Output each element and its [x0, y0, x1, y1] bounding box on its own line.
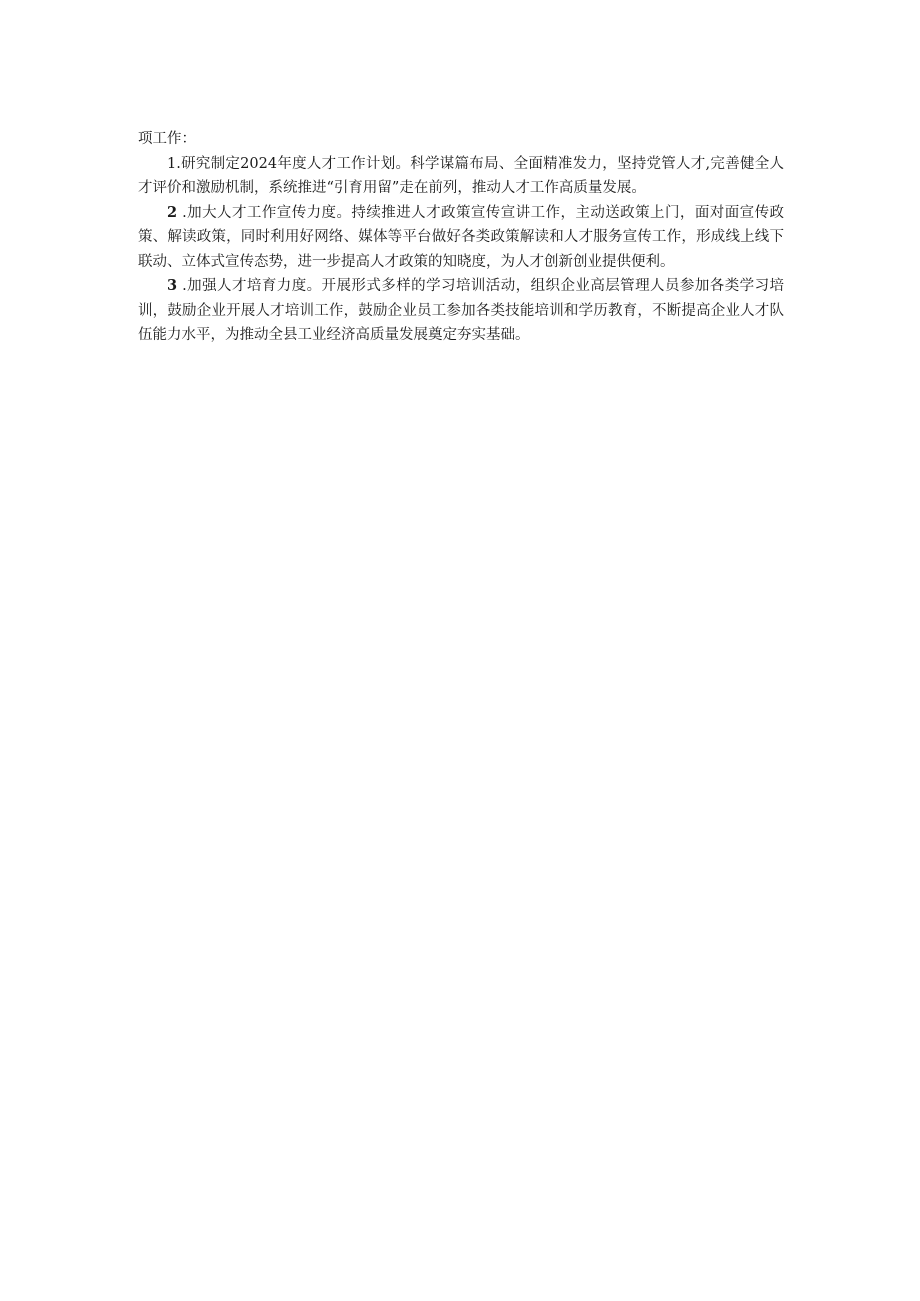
- item-text: .加强人才培育力度。开展形式多样的学习培训活动，组织企业高层管理人员参加各类学习培训，鼓励企业开展人才培训工作，鼓励企业员工参加各类技能培训和学历教育，不断提高企业人才队伍能力水平，为推动全县工业经济高质量发展奠定夯实基础。: [138, 278, 784, 343]
- document-body: [138, 127, 784, 348]
- lead-line: 项工作：: [138, 131, 196, 147]
- paragraph-item-3: [138, 274, 784, 348]
- item-text: .加大人才工作宣传力度。持续推进人才政策宣传宣讲工作，主动送政策上门，面对面宣传政策、解读政策，同时利用好网络、媒体等平台做好各类政策解读和人才服务宣传工作，形成线上线下联动、立体式宣传态势，进一步提高人才政策的知晓度，为人才创新创业提供便利。: [138, 204, 784, 270]
- item-text: 研究制定2024年度人才工作计划。科学谋篇布局、全面精准发力，坚持党管人才,完善健全人才评价和激励机制，系统推进“引育用留”走在前列，推动人才工作高质量发展。: [138, 155, 784, 196]
- paragraph-item-2: [138, 201, 784, 275]
- item-number: 3: [167, 277, 178, 294]
- item-number: 1.: [167, 155, 181, 172]
- item-number: 2: [167, 203, 178, 221]
- paragraph-item-1: [138, 152, 784, 201]
